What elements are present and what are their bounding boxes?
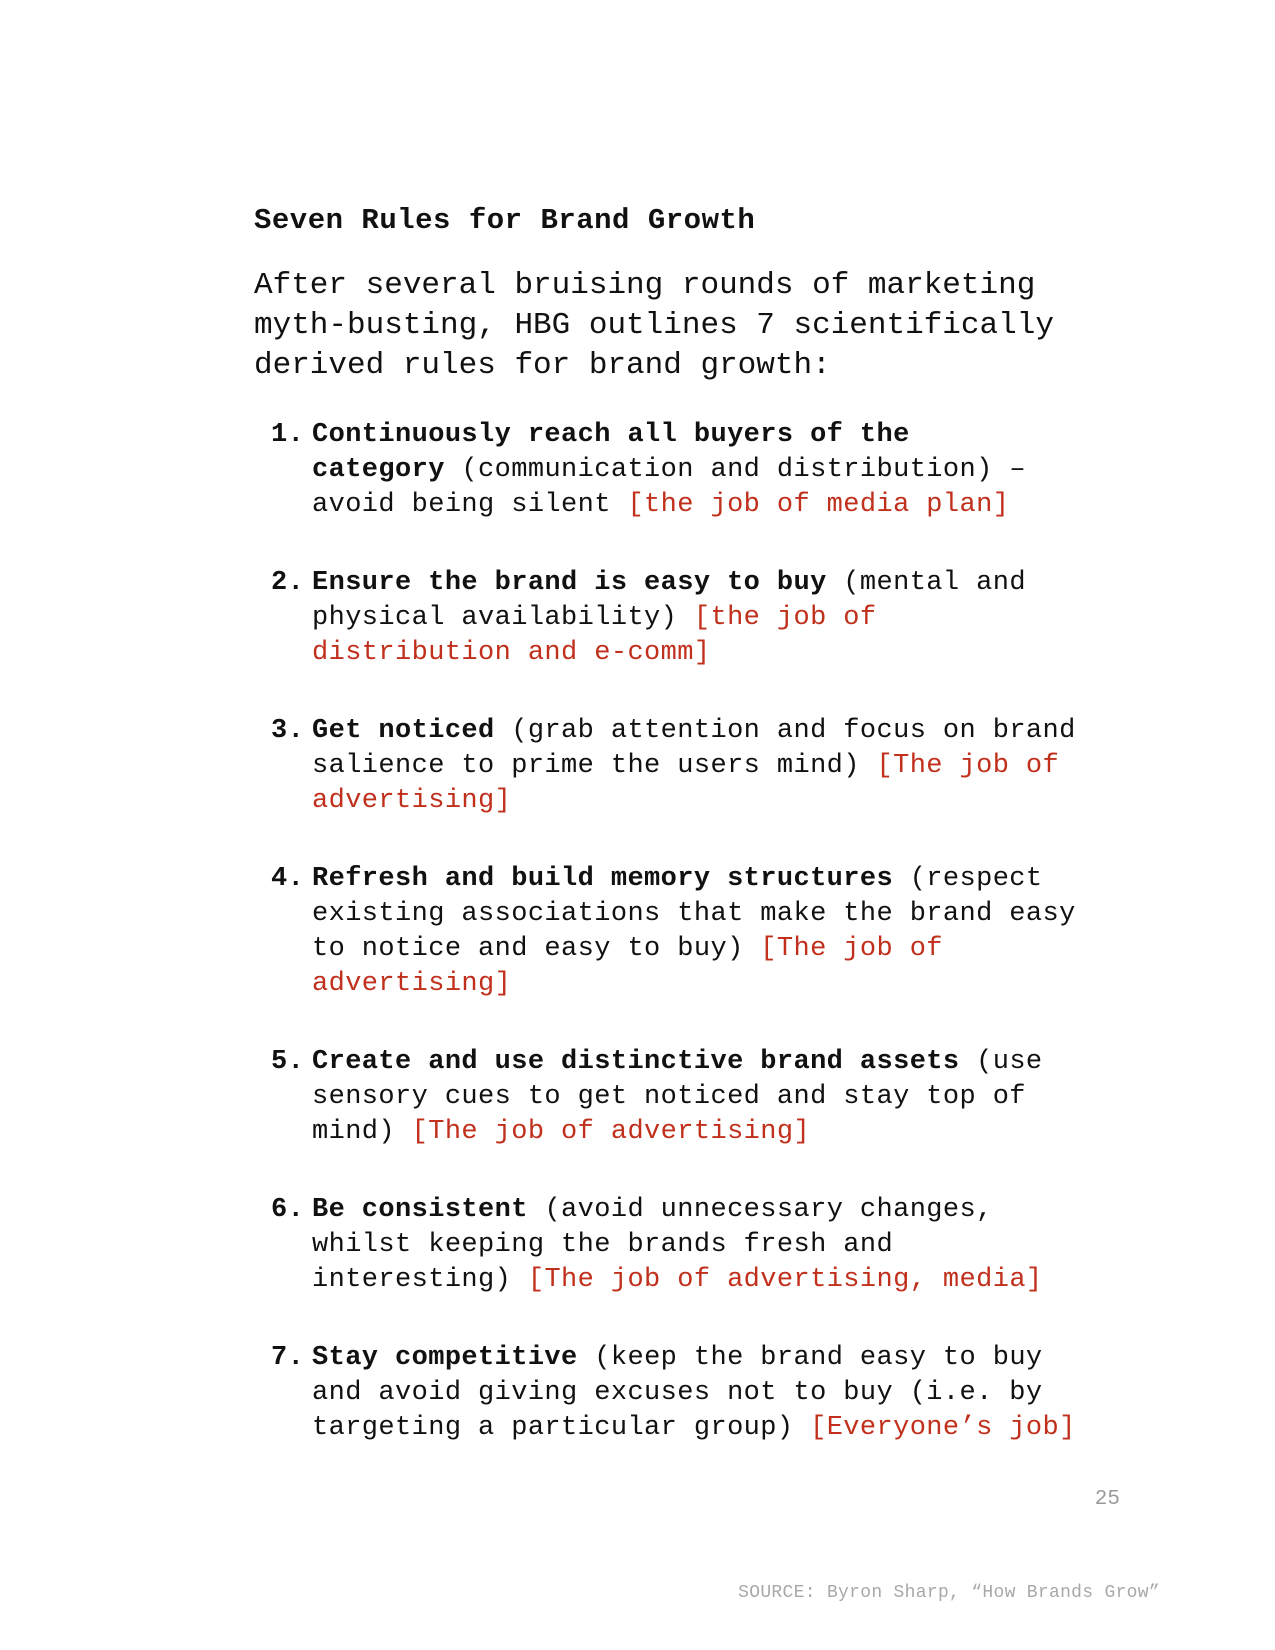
rule-line [312,1228,1154,1263]
rule-heading: Get noticed [312,716,495,746]
rule-number: 6. [271,1195,305,1225]
rule-description: (keep the brand easy to buy [577,1343,1043,1373]
rule-heading: Be consistent [312,1195,528,1225]
intro-line: myth-busting, HBG outlines 7 scientifically [254,308,1054,343]
page-title: Seven Rules for Brand Growth [254,204,756,237]
rule-description: (respect [893,864,1043,894]
rule-item-1 [254,418,1154,523]
rule-number: 3. [271,716,305,746]
rule-line [312,1045,1154,1080]
rule-line [312,1080,1154,1115]
rule-owner-note: advertising] [312,969,512,999]
rule-number: 4. [271,864,305,894]
rule-line [312,932,1154,967]
rule-item-2 [254,566,1154,671]
rule-item-5 [254,1045,1154,1150]
rule-owner-note: [The job of advertising, media] [527,1265,1043,1295]
rule-item-4 [254,862,1154,1002]
rule-line [312,1115,1154,1150]
rule-line [312,749,1154,784]
rule-heading: Stay competitive [312,1343,578,1373]
rule-line [312,566,1154,601]
rule-heading: Ensure the brand is easy to buy [312,568,827,598]
rule-owner-note: [the job of media plan] [627,490,1010,520]
source-citation: SOURCE: Byron Sharp, “How Brands Grow” [738,1583,1160,1603]
rule-line [312,784,1154,819]
rule-owner-note: [The job of [876,751,1060,781]
rule-item-7 [254,1341,1154,1446]
rule-line [312,418,1154,453]
rule-owner-note: [The job of [760,934,943,964]
rule-heading: Refresh and build memory structures [312,864,894,894]
rule-description: (avoid unnecessary changes, [527,1195,993,1225]
rule-number: 7. [271,1343,305,1373]
intro-paragraph [254,266,1134,386]
rule-line [312,488,1154,523]
rule-description: (grab attention and focus on brand [494,716,1076,746]
rule-number: 5. [271,1047,305,1077]
rule-description: to notice and easy to buy) [312,934,761,964]
rule-owner-note: [The job of advertising] [411,1117,811,1147]
rule-line [312,714,1154,749]
rule-description: and avoid giving excuses not to buy (i.e. by [312,1378,1043,1408]
rule-line [312,967,1154,1002]
rule-number: 1. [271,420,305,450]
rule-description: sensory cues to get noticed and stay top of [312,1082,1026,1112]
rule-heading: Create and use distinctive brand assets [312,1047,960,1077]
rule-owner-note: [Everyone’s job] [810,1413,1076,1443]
intro-line: derived rules for brand growth: [254,348,831,383]
rule-item-6 [254,1193,1154,1298]
rule-number: 2. [271,568,305,598]
rule-line [312,897,1154,932]
rule-description: (communication and distribution) – [444,455,1026,485]
rule-line [312,1193,1154,1228]
rule-description: (mental and [826,568,1026,598]
rule-description: mind) [312,1117,412,1147]
rule-description: salience to prime the users mind) [312,751,877,781]
rule-description: whilst keeping the brands fresh and [312,1230,894,1260]
rule-description: targeting a particular group) [312,1413,811,1443]
rule-description: physical availability) [312,603,694,633]
rule-line [312,453,1154,488]
rule-owner-note: distribution and e-comm] [312,638,711,668]
rules-list [254,418,1154,1489]
rule-description: existing associations that make the brand easy [312,899,1076,929]
rule-description: (use [959,1047,1043,1077]
rule-heading: category [312,455,445,485]
rule-line [312,862,1154,897]
page-number: 25 [1094,1488,1120,1511]
rule-line [312,636,1154,671]
rule-owner-note: advertising] [312,786,512,816]
rule-description: interesting) [312,1265,528,1295]
rule-item-3 [254,714,1154,819]
rule-line [312,1376,1154,1411]
rule-owner-note: [the job of [693,603,877,633]
rule-description: avoid being silent [312,490,628,520]
rule-heading: Continuously reach all buyers of the [312,420,910,450]
rule-line [312,601,1154,636]
rule-line [312,1411,1154,1446]
rule-line [312,1263,1154,1298]
rule-line [312,1341,1154,1376]
intro-line: After several bruising rounds of marketing [254,268,1036,303]
